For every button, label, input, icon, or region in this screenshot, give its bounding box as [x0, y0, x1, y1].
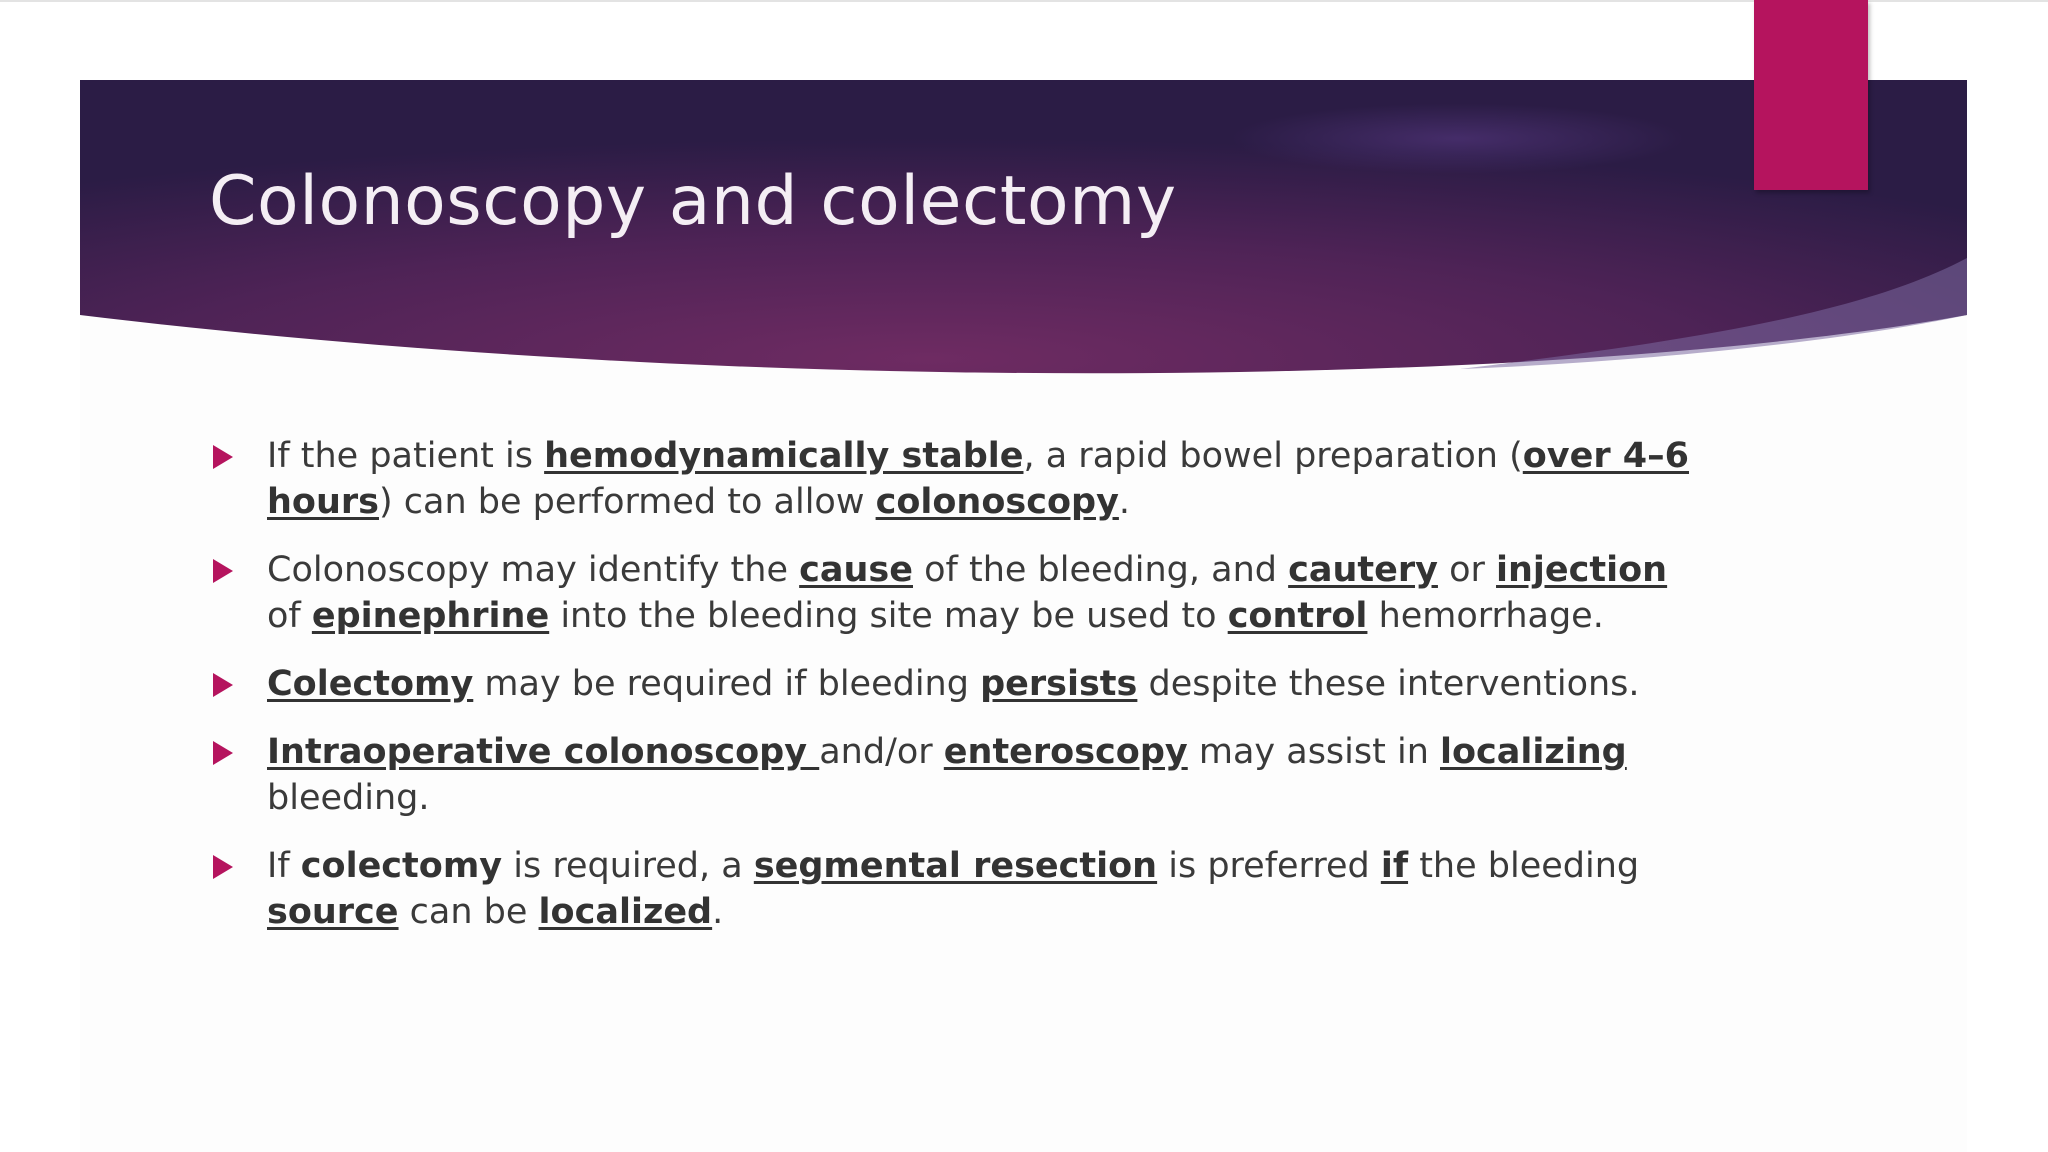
bullet-arrow-icon: [213, 673, 233, 697]
emphasized-term: segmental resection: [753, 846, 1158, 886]
bullet-arrow-icon: [213, 445, 233, 469]
bullet-text: If: [267, 846, 301, 886]
bullet-arrow-icon: [213, 559, 233, 583]
bullet-text: is required, a: [502, 846, 754, 886]
bullet-list: [211, 433, 1691, 957]
bullet-item: [211, 661, 1691, 707]
emphasized-term: source: [267, 892, 399, 932]
emphasized-term: localized: [538, 892, 713, 932]
bullet-text: into the bleeding site may be used to: [549, 596, 1228, 636]
bullet-text: despite these interventions.: [1137, 664, 1640, 704]
emphasized-term: enteroscopy: [943, 732, 1188, 772]
bullet-text: may assist in: [1187, 732, 1440, 772]
bullet-text: may be required if bleeding: [473, 664, 981, 704]
emphasized-term: persists: [980, 664, 1138, 704]
bold-term: colectomy: [300, 846, 503, 886]
bullet-text: hemorrhage.: [1367, 596, 1604, 636]
bullet-item: [211, 547, 1691, 639]
bullet-text: of the bleeding, and: [913, 550, 1289, 590]
bullet-text: or: [1437, 550, 1497, 590]
slide-title: Colonoscopy and colectomy: [209, 162, 1177, 241]
emphasized-term: injection: [1496, 550, 1668, 590]
bullet-arrow-icon: [213, 741, 233, 765]
bullet-text: bleeding.: [267, 778, 430, 818]
accent-tab: [1754, 0, 1868, 190]
bullet-text: If the patient is: [267, 436, 545, 476]
emphasized-term: control: [1227, 596, 1368, 636]
emphasized-term: Intraoperative colonoscopy: [267, 732, 820, 772]
emphasized-term: epinephrine: [311, 596, 550, 636]
bullet-item: [211, 433, 1691, 525]
emphasized-term: cautery: [1288, 550, 1438, 590]
emphasized-term: over 4–6 hours: [267, 436, 1690, 522]
bullet-text: .: [1118, 482, 1131, 522]
bullet-text: Colonoscopy may identify the: [267, 550, 800, 590]
bullet-text: is preferred: [1157, 846, 1381, 886]
bullet-arrow-icon: [213, 855, 233, 879]
emphasized-term: localizing: [1440, 732, 1627, 772]
emphasized-term: cause: [799, 550, 913, 590]
bullet-text: , a rapid bowel preparation (: [1023, 436, 1523, 476]
bullet-text: ) can be performed to allow: [378, 482, 876, 522]
bullet-text: of: [267, 596, 312, 636]
bullet-text: the bleeding: [1408, 846, 1640, 886]
bullet-item: [211, 843, 1691, 935]
emphasized-term: colonoscopy: [875, 482, 1119, 522]
emphasized-term: Colectomy: [267, 664, 474, 704]
emphasized-term: hemodynamically stable: [544, 436, 1024, 476]
bullet-text: and/or: [819, 732, 944, 772]
bullet-text: .: [712, 892, 724, 932]
bullet-item: [211, 729, 1691, 821]
bullet-text: can be: [398, 892, 539, 932]
window-top-border: [0, 0, 2048, 2]
emphasized-term: if: [1380, 846, 1409, 886]
